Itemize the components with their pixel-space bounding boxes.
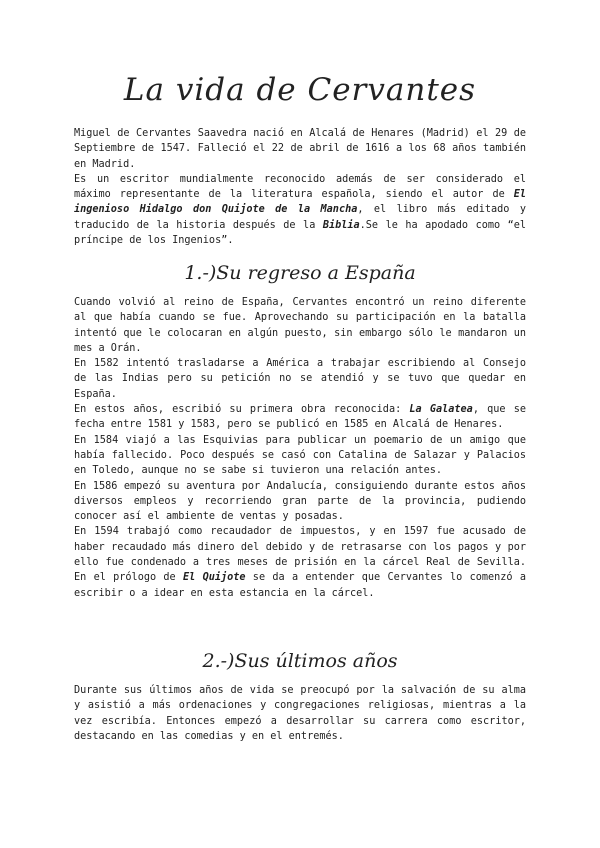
section-heading-1: 1.-)Su regreso a España [184, 262, 416, 284]
section-heading-2: 2.-)Sus últimos años [202, 650, 398, 672]
section-2-paragraph-1: Durante sus últimos años de vida se preocupó por la salvación de su alma y asistió a más ordenaciones y congregaciones religiosas, mientras a la vez escribía. Entonces empezó a desarrollar su carrera como escritor, destacando en las comedias y en el entremés. [74, 685, 526, 742]
section-1-paragraph-6 [74, 524, 526, 600]
document-title: La vida de Cervantes [123, 72, 477, 108]
section-1-paragraph-4: En 1584 viajó a las Esquivias para publicar un poemario de un amigo que había fallecido. Poco después se casó con Catalina de Salazar y Palacios en Toledo, aunque no se sabe si tuvieron una relación antes. [74, 434, 526, 477]
biblia-title: Biblia [322, 219, 360, 231]
galatea-title: La Galatea [409, 404, 473, 416]
intro-text: Es un escritor mundialmente reconocido además de ser considerado el máximo representante de la literatura española, siendo el autor de [74, 173, 526, 201]
intro-text: .Se le ha apodado como “el príncipe de los Ingenios”. [74, 219, 527, 247]
intro-paragraph-2 [74, 172, 526, 248]
paragraph-text: En 1594 trabajó como recaudador de impuestos, y en 1597 fue acusado de haber recaudado más dinero del debido y de retrasarse con los pagos y por ello fue condenado a tres meses de prisión en la cárcel Real de Sevilla. En el prólogo de [74, 526, 526, 584]
section-1-paragraph-1: Cuando volvió al reino de España, Cervantes encontró un reino diferente al que había cuando se fue. Aprovechando su participación en la batalla intentó que le colocaran en algún puesto, sin embargo sólo le mandaron un mes a Orán. [74, 297, 526, 354]
section-1-paragraph-5: En 1586 empezó su aventura por Andalucía, consiguiendo durante estos años diversos empleos y recorriendo gran parte de la provincia, pudiendo conocer así el ambiente de ventas y posadas. [74, 480, 526, 523]
section-1-paragraph-2: En 1582 intentó trasladarse a América a trabajar escribiendo al Consejo de las Indias pero su petición no se atendió y se tuvo que quedar en España. [74, 358, 526, 400]
paragraph-text: se da a entender que Cervantes lo comenzó a escribir o a idear en esta estancia en la cárcel. [74, 572, 526, 599]
intro-text: , el libro más editado y traducido de la historia después de la [74, 204, 526, 231]
section-1-block [74, 295, 526, 601]
quijote-title: El ingenioso Hidalgo don Quijote de la Mancha [74, 189, 526, 216]
paragraph-text: , que se fecha entre 1581 y 1583, pero se publicó en 1585 en Alcalá de Henares. [74, 404, 526, 431]
intro-paragraph-1: Miguel de Cervantes Saavedra nació en Alcalá de Henares (Madrid) el 29 de Septiembre de 1547. Falleció el 22 de abril de 1616 a los 68 años también en Madrid. [74, 128, 526, 170]
intro-block [74, 126, 526, 248]
paragraph-text: En estos años, escribió su primera obra reconocida: [74, 404, 410, 416]
quijote-short-title: El Quijote [182, 572, 246, 584]
section-1-paragraph-3 [74, 402, 526, 433]
section-2-block [74, 683, 526, 744]
